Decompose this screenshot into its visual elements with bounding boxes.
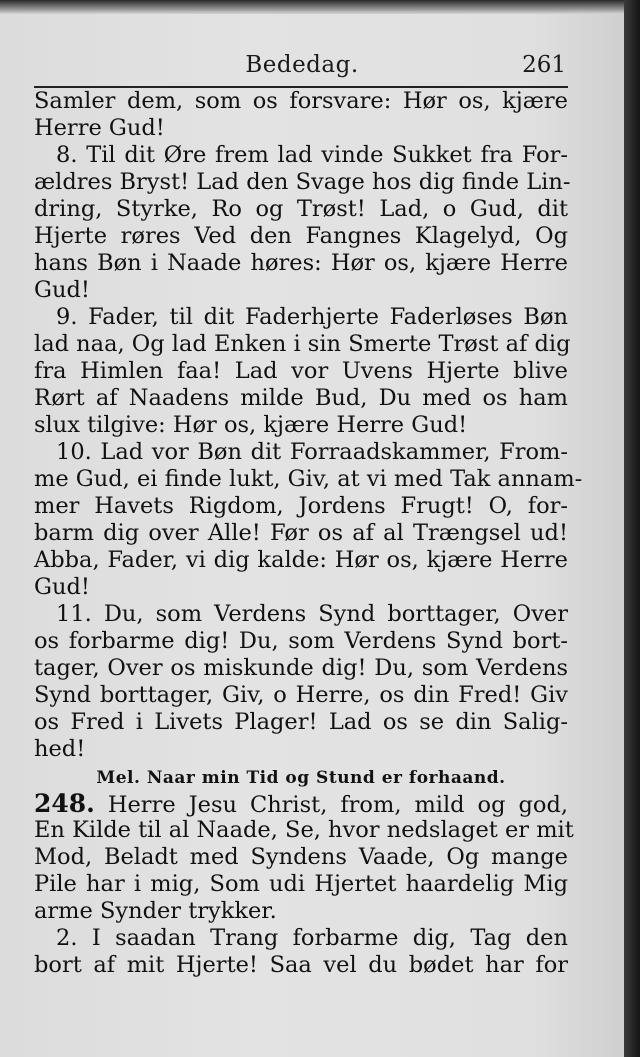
text-line: bort af mit Hjerte! Saa vel du bødet har for — [34, 952, 568, 978]
text-line: Samler dem, som os forsvare: Hør os, kjære — [34, 88, 568, 114]
verse-8-start: 8. Til dit Øre frem lad vinde Sukket fra For- — [56, 142, 568, 168]
text-line: lad naa, Og lad Enken i sin Smerte Trøst af dig — [34, 331, 571, 357]
text-line: Hjerte røres Ved den Fangnes Klagelyd, Og — [34, 223, 568, 249]
text-line: En Kilde til al Naade, Se, hvor nedslaget er mit — [34, 817, 574, 843]
verse-9-start: 9. Fader, til dit Faderhjerte Faderløses Bøn — [56, 304, 568, 330]
text-line: hans Bøn i Naade høres: Hør os, kjære Herre — [34, 250, 568, 276]
verse-10-start: 10. Lad vor Bøn dit Forraadskammer, From- — [56, 439, 568, 465]
text-line: os Fred i Livets Plager! Lad os se din Salig- — [34, 709, 568, 735]
text-line: ældres Bryst! Lad den Svage hos dig finde Lin- — [34, 169, 571, 195]
page-top-shadow — [0, 0, 624, 14]
text-line: Pile har i mig, Som udi Hjertet haardelig Mig — [34, 871, 568, 897]
text-line: dring, Styrke, Ro og Trøst! Lad, o Gud, dit — [34, 196, 568, 222]
text-line: slux tilgive: Hør os, kjære Herre Gud! — [34, 412, 468, 438]
text-line: Synd borttager, Giv, o Herre, os din Fred! Giv — [34, 682, 568, 708]
page-edge-shadow — [624, 0, 640, 1057]
text-line: Rørt af Naadens milde Bud, Du med os ham — [34, 385, 568, 411]
text-line: os forbarme dig! Du, som Verdens Synd bort- — [34, 628, 568, 654]
text-line: Abba, Fader, vi dig kalde: Hør os, kjære Herre — [34, 547, 568, 573]
text-line: barm dig over Alle! Før os af al Trængsel ud! — [34, 520, 568, 546]
text-line: Herre Gud! — [34, 115, 165, 141]
page-number: 261 — [522, 52, 566, 78]
text-line: tager, Over os miskunde dig! Du, som Verdens — [34, 655, 568, 681]
text-line: Gud! — [34, 277, 90, 303]
text-line: arme Synder trykker. — [34, 898, 277, 924]
verse-11-start: 11. Du, som Verdens Synd borttager, Over — [56, 601, 568, 627]
text-line: me Gud, ei finde lukt, Giv, at vi med Tak annam- — [34, 466, 583, 492]
hymn-number: 248. — [34, 789, 95, 818]
hymn-first-line-text: Herre Jesu Christ, from, mild og god, — [107, 792, 568, 818]
text-line: Mod, Beladt med Syndens Vaade, Og mange — [34, 844, 568, 870]
verse-2-start: 2. I saadan Trang forbarme dig, Tag den — [56, 925, 568, 951]
text-line: hed! — [34, 736, 86, 762]
text-line: fra Himlen faa! Lad vor Uvens Hjerte blive — [34, 358, 568, 384]
text-line: mer Havets Rigdom, Jordens Frugt! O, for- — [34, 493, 568, 519]
hymn-text — [34, 88, 583, 979]
page-header — [34, 52, 570, 88]
text-line: Gud! — [34, 574, 90, 600]
running-title: Bededag. — [245, 52, 359, 78]
hymn-248-first-line — [34, 790, 568, 817]
melody-note: Mel. Naar min Tid og Stund er forhaand. — [96, 768, 506, 788]
